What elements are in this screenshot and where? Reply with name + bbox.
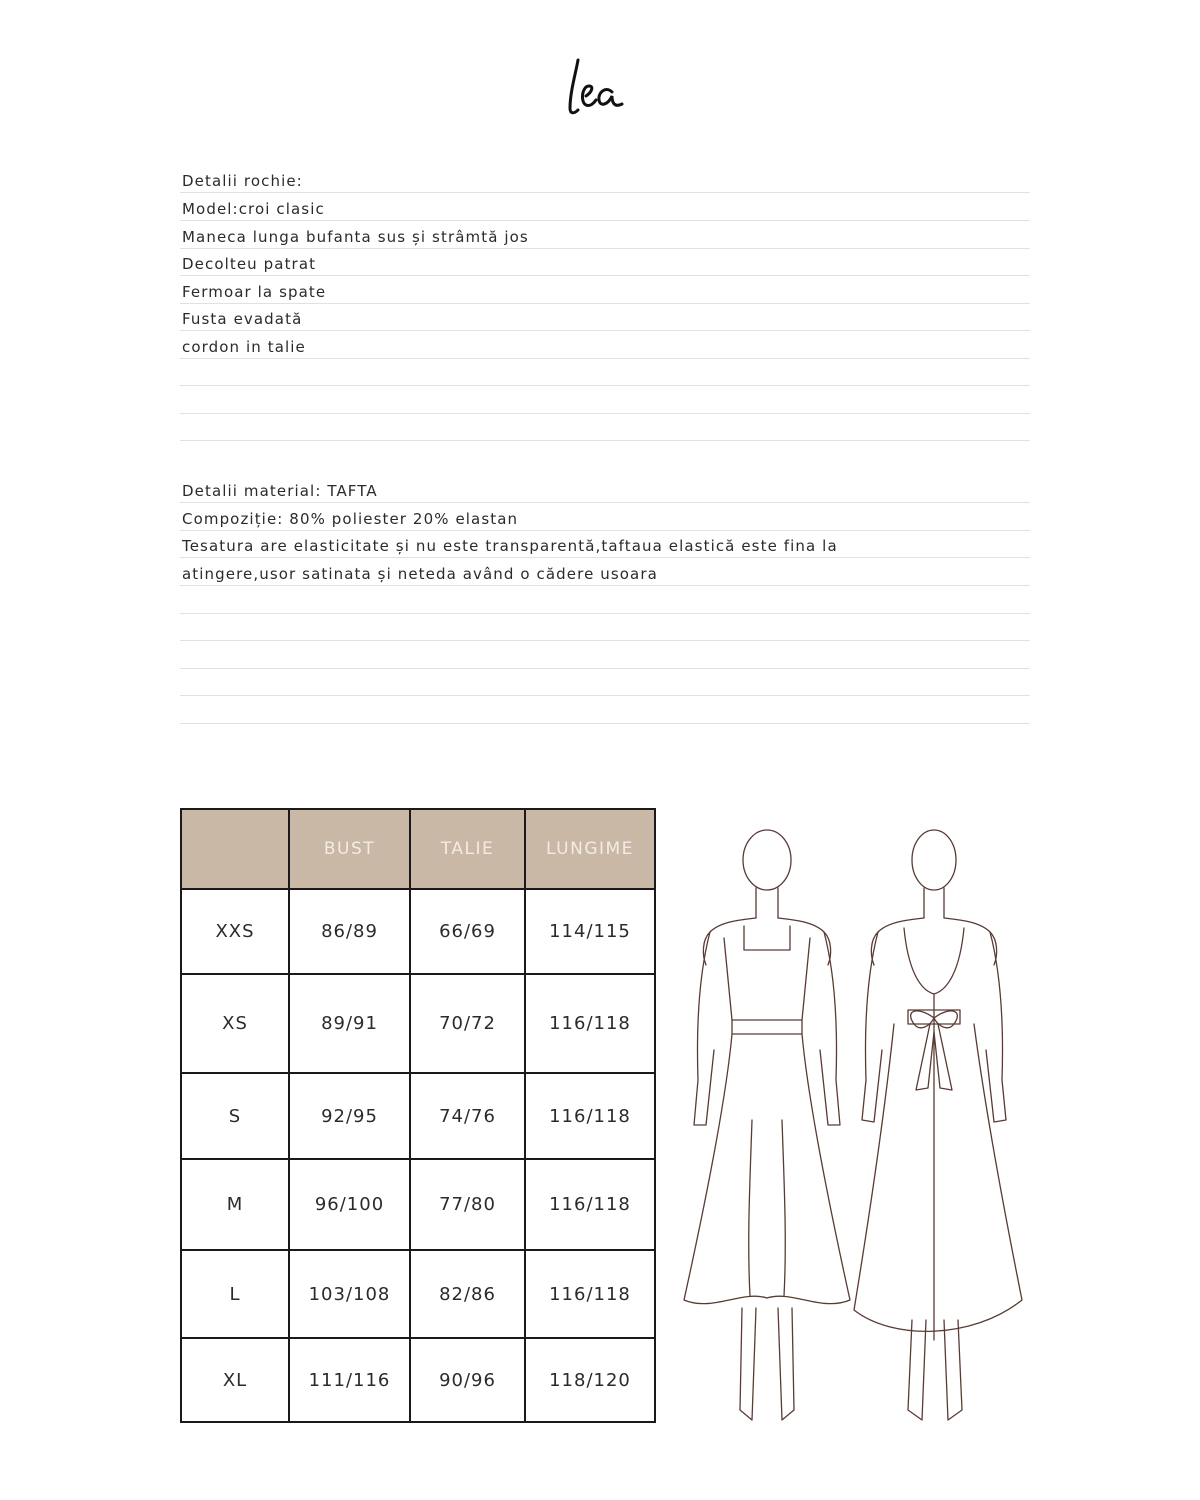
ruled-line [180,165,1030,193]
lungime-cell: 118/120 [525,1338,655,1422]
ruled-line [180,248,1030,276]
bust-cell: 103/108 [289,1250,410,1338]
ruled-line [180,558,1030,586]
material-detail-line: atingere,usor satinata și neteda având o cădere usoara [182,565,658,583]
dress-detail-line: cordon in talie [182,338,306,356]
ruled-line [180,386,1030,414]
size-cell: XXS [181,889,289,974]
ruled-line [180,303,1030,331]
bust-cell: 89/91 [289,974,410,1073]
lungime-cell: 114/115 [525,889,655,974]
material-detail-line: Compoziție: 80% poliester 20% elastan [182,510,519,528]
size-cell: XS [181,974,289,1073]
talie-cell: 90/96 [410,1338,525,1422]
talie-cell: 66/69 [410,889,525,974]
material-detail-line: Tesatura are elasticitate și nu este transparentă,taftaua elastică este fina la [182,537,838,555]
dress-detail-line: Fusta evadată [182,310,303,328]
table-row [181,974,655,1073]
ruled-line [180,503,1030,531]
ruled-line [180,696,1030,724]
table-row [181,889,655,974]
dress-details-heading: Detalii rochie: [182,172,303,190]
ruled-line [180,613,1030,641]
talie-cell: 74/76 [410,1073,525,1159]
dress-sketch-illustration [672,820,1042,1430]
size-table-header-row [181,809,655,889]
back-view-figure [854,830,1022,1420]
size-cell: L [181,1250,289,1338]
dress-detail-line: Decolteu patrat [182,255,317,273]
dress-detail-line: Fermoar la spate [182,283,327,301]
dress-detail-line: Model:croi clasic [182,200,325,218]
size-table [180,808,656,1423]
size-cell: S [181,1073,289,1159]
talie-cell: 70/72 [410,974,525,1073]
ruled-line [180,358,1030,386]
ruled-line [180,586,1030,614]
header-cell-bust: BUST [289,809,410,889]
header-cell-lungime: LUNGIME [525,809,655,889]
ruled-line [180,276,1030,304]
bust-cell: 86/89 [289,889,410,974]
ruled-line [180,530,1030,558]
ruled-line [180,668,1030,696]
header-cell-talie: TALIE [410,809,525,889]
lungime-cell: 116/118 [525,1073,655,1159]
table-row [181,1073,655,1159]
front-view-figure [684,830,850,1420]
size-cell: XL [181,1338,289,1422]
ruled-line [180,193,1030,221]
ruled-line [180,221,1030,249]
lungime-cell: 116/118 [525,1250,655,1338]
bust-cell: 111/116 [289,1338,410,1422]
table-row [181,1250,655,1338]
header-cell-empty [181,809,289,889]
material-details-section [180,475,1030,755]
table-row [181,1338,655,1422]
ruled-line [180,641,1030,669]
brand-logo [556,52,636,122]
ruled-line [180,331,1030,359]
talie-cell: 82/86 [410,1250,525,1338]
lungime-cell: 116/118 [525,1159,655,1250]
ruled-line [180,413,1030,441]
material-details-heading: Detalii material: TAFTA [182,482,378,500]
table-row [181,1159,655,1250]
bust-cell: 96/100 [289,1159,410,1250]
lungime-cell: 116/118 [525,974,655,1073]
talie-cell: 77/80 [410,1159,525,1250]
dress-details-section [180,165,1030,445]
bust-cell: 92/95 [289,1073,410,1159]
size-cell: M [181,1159,289,1250]
ruled-line [180,475,1030,503]
dress-detail-line: Maneca lunga bufanta sus și strâmtă jos [182,228,529,246]
